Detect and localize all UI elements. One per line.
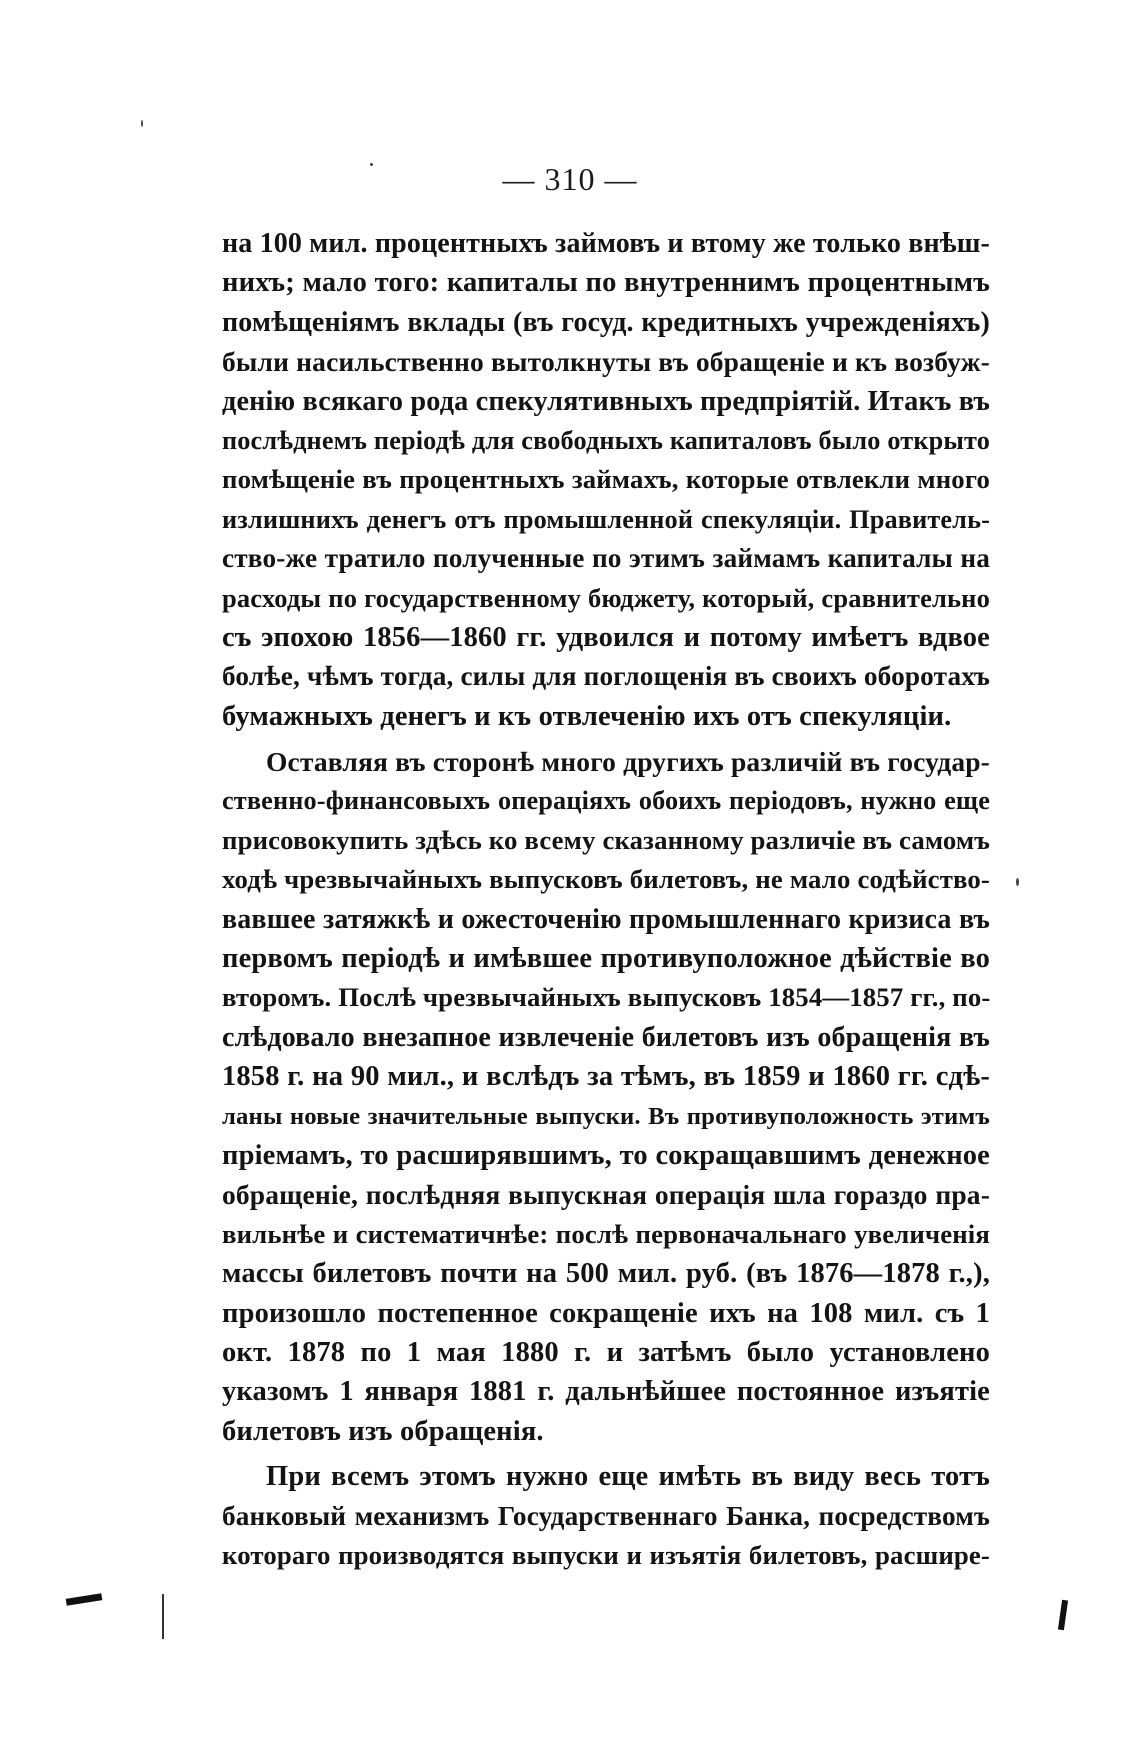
text-line: слѣдовало внезапное извлеченіе билетовъ изъ обращенія въ — [222, 1021, 990, 1053]
text-line: 1858 г. на 90 мил., и вслѣдъ за тѣмъ, въ 1859 и 1860 гг. сдѣ- — [222, 1061, 990, 1093]
body-text — [222, 224, 990, 1575]
text-line: Оставляя въ сторонѣ много другихъ различій въ государ- — [266, 746, 990, 778]
text-line: вавшее затяжкѣ и ожесточенію промышленнаго кризиса въ — [222, 903, 990, 935]
text-line: послѣднемъ періодѣ для свободныхъ капиталовъ было открыто — [222, 425, 990, 455]
scan-speck — [370, 163, 373, 166]
text-line: окт. 1878 по 1 мая 1880 г. и затѣмъ было установлено — [222, 1336, 990, 1368]
text-line: При всемъ этомъ нужно еще имѣть въ виду весь тотъ — [266, 1461, 990, 1493]
text-line: помѣщеніе въ процентныхъ займахъ, которые отвлекли много — [222, 464, 990, 495]
text-line: обращеніе, послѣдняя выпускная операція шла гораздо пра- — [222, 1179, 990, 1211]
scan-speck — [1016, 878, 1019, 886]
text-line: нихъ; мало того: капиталы по внутреннимъ процентнымъ — [222, 267, 990, 299]
text-line: болѣе, чѣмъ тогда, силы для поглощенія въ своихъ оборотахъ — [222, 661, 990, 692]
scan-mark-right — [1058, 1600, 1068, 1631]
text-line: бумажныхъ денегъ и къ отвлеченію ихъ отъ спекуляціи. — [222, 700, 952, 732]
page-number: — 310 — — [502, 161, 638, 197]
text-line: указомъ 1 января 1881 г. дальнѣйшее постоянное изъятіе — [222, 1376, 990, 1408]
text-line: ланы новые значительные выпуски. Въ противуположность этимъ — [222, 1102, 990, 1130]
text-line: присовокупить здѣсь ко всему сказанному различіе въ самомъ — [222, 824, 990, 855]
text-line: банковый механизмъ Государственнаго Банка, посредствомъ — [222, 1500, 990, 1531]
scan-tick-left — [162, 1594, 164, 1639]
text-line: ственно-финансовыхъ операціяхъ обоихъ періодовъ, нужно еще — [222, 786, 990, 816]
scan-speck — [141, 120, 143, 127]
text-line: ство-же тратило полученные по этимъ займамъ капиталы на — [222, 543, 990, 574]
scan-mark-left — [66, 1593, 103, 1606]
text-line: съ эпохою 1856—1860 гг. удвоился и потому имѣетъ вдвое — [222, 621, 990, 653]
text-line: денію всякаго рода спекулятивныхъ предпріятій. Итакъ въ — [222, 385, 991, 417]
text-line: пріемамъ, то расширявшимъ, то сокращавшимъ денежное — [222, 1139, 990, 1171]
text-line: ходѣ чрезвычайныхъ выпусковъ билетовъ, не мало содѣйство- — [222, 864, 990, 895]
text-line: произошло постепенное сокращеніе ихъ на 108 мил. съ 1 — [222, 1297, 990, 1329]
text-line: расходы по государственному бюджету, который, сравнительно — [222, 582, 990, 613]
text-line: первомъ періодѣ и имѣвшее противуположное дѣйствіе во — [222, 943, 990, 975]
text-line: помѣщеніямъ вклады (въ госуд. кредитныхъ учрежденіяхъ) — [222, 306, 990, 338]
text-line: на 100 мил. процентныхъ займовъ и втому же только внѣш- — [222, 228, 990, 259]
text-line: второмъ. Послѣ чрезвычайныхъ выпусковъ 1854—1857 гг., по- — [222, 982, 991, 1013]
text-line: котораго производятся выпуски и изъятія билетовъ, расшире- — [222, 1539, 990, 1570]
text-line: были насильственно вытолкнуты въ обращеніе и къ возбуж- — [222, 346, 990, 378]
text-line: излишнихъ денегъ отъ промышленной спекуляціи. Правитель- — [222, 504, 990, 534]
text-line: вильнѣе и систематичнѣе: послѣ первоначальнаго увеличенія — [222, 1218, 990, 1249]
text-line: массы билетовъ почти на 500 мил. руб. (въ 1876—1878 г.,), — [222, 1258, 990, 1290]
text-line: билетовъ изъ обращенія. — [222, 1415, 544, 1447]
